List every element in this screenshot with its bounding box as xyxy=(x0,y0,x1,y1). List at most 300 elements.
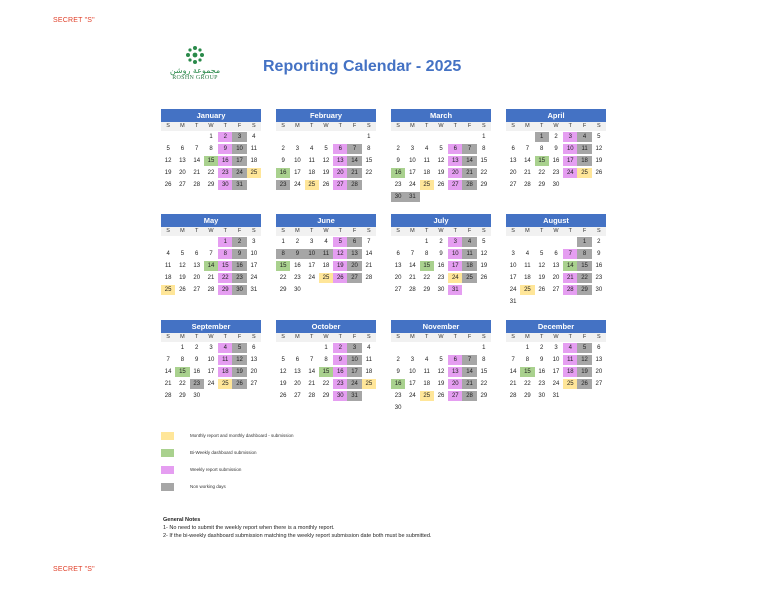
empty-cell xyxy=(448,192,462,202)
day-cell: 16 xyxy=(552,158,560,164)
day-cell: 27 xyxy=(552,287,560,293)
empty-cell xyxy=(563,180,577,190)
weekday-label: S xyxy=(506,122,520,131)
classification-label-bottom: SECRET "S" xyxy=(53,566,95,573)
day-cell: 5 xyxy=(281,357,285,363)
weekday-label: F xyxy=(347,333,361,342)
empty-cell xyxy=(563,391,577,401)
day-cell: 1 xyxy=(324,345,328,351)
empty-cell xyxy=(305,285,319,295)
day-cell: 26 xyxy=(232,379,246,389)
day-cell: 28 xyxy=(365,275,373,281)
day-cell: 10 xyxy=(294,158,301,164)
day-cell: 7 xyxy=(310,357,314,363)
day-cell: 3 xyxy=(410,146,415,152)
day-cell: 5 xyxy=(540,251,544,257)
day-cell: 9 xyxy=(540,357,544,363)
day-cell: 1 xyxy=(482,345,486,351)
day-cell: 31 xyxy=(250,287,258,293)
day-cell: 12 xyxy=(480,251,488,257)
month-march xyxy=(391,109,491,203)
day-cell: 6 xyxy=(597,345,601,351)
week-row xyxy=(161,131,261,143)
empty-cell xyxy=(462,132,476,142)
empty-cell xyxy=(462,343,476,353)
day-cell: 26 xyxy=(179,287,186,293)
month-header: May xyxy=(161,214,261,227)
legend-label: Monthly report and monthly dashboard - submission xyxy=(190,433,294,438)
empty-cell xyxy=(577,180,591,190)
day-cell: 29 xyxy=(179,393,186,399)
day-cell: 27 xyxy=(394,287,402,293)
day-cell: 19 xyxy=(480,263,488,269)
week-row xyxy=(276,236,376,248)
legend-label: Non working days xyxy=(190,484,226,489)
weekday-label: T xyxy=(535,333,549,342)
day-cell: 28 xyxy=(207,287,215,293)
day-cell: 22 xyxy=(423,275,431,281)
weekday-label: W xyxy=(319,122,333,131)
day-cell: 14 xyxy=(509,369,517,375)
day-cell: 22 xyxy=(218,273,232,283)
day-cell: 31 xyxy=(347,391,361,401)
day-cell: 24 xyxy=(347,379,361,389)
legend-label: Bi-Weekly dashboard submission xyxy=(190,450,257,455)
day-cell: 18 xyxy=(250,158,258,164)
empty-cell xyxy=(420,132,434,142)
month-header: August xyxy=(506,214,606,227)
weekday-label: M xyxy=(520,227,534,236)
day-cell: 2 xyxy=(333,343,347,353)
day-cell: 10 xyxy=(448,249,462,259)
empty-cell xyxy=(305,343,319,353)
weekday-header-row xyxy=(506,122,606,131)
day-cell: 22 xyxy=(207,170,215,176)
weekday-label: T xyxy=(563,122,577,131)
day-cell: 13 xyxy=(509,158,517,164)
empty-cell xyxy=(420,192,434,202)
day-cell: 3 xyxy=(310,239,314,245)
empty-cell xyxy=(420,403,434,413)
day-cell: 19 xyxy=(437,381,445,387)
day-cell: 14 xyxy=(524,158,531,164)
month-header: December xyxy=(506,320,606,333)
month-december xyxy=(506,320,606,402)
day-cell: 18 xyxy=(218,367,232,377)
day-cell: 16 xyxy=(333,367,347,377)
weekday-label: T xyxy=(218,227,232,236)
empty-cell xyxy=(161,343,175,353)
day-cell: 25 xyxy=(218,379,232,389)
empty-cell xyxy=(175,132,189,142)
day-cell: 13 xyxy=(333,156,347,166)
day-cell: 4 xyxy=(425,146,429,152)
empty-cell xyxy=(276,343,290,353)
weekday-label: F xyxy=(577,333,591,342)
weekday-label: S xyxy=(506,333,520,342)
empty-cell xyxy=(405,343,419,353)
day-cell: 20 xyxy=(552,275,560,281)
day-cell: 2 xyxy=(540,345,544,351)
day-cell: 13 xyxy=(394,263,402,269)
day-cell: 26 xyxy=(333,273,347,283)
month-august xyxy=(506,214,606,308)
day-cell: 28 xyxy=(462,180,476,190)
note-item: 2- If the bi-weekly dashboard submission matching the weekly report submission date both must be submitted. xyxy=(163,533,432,539)
day-cell: 6 xyxy=(252,345,256,351)
week-row xyxy=(506,155,606,167)
day-cell: 25 xyxy=(563,379,577,389)
empty-cell xyxy=(204,391,218,401)
week-row xyxy=(276,260,376,272)
day-cell: 3 xyxy=(554,345,558,351)
month-header: June xyxy=(276,214,376,227)
day-cell: 7 xyxy=(166,357,170,363)
weekday-header-row xyxy=(276,227,376,236)
empty-cell xyxy=(290,343,304,353)
weekday-label: F xyxy=(232,333,246,342)
day-cell: 22 xyxy=(179,381,186,387)
day-cell: 11 xyxy=(563,355,577,365)
day-cell: 27 xyxy=(448,180,462,190)
empty-cell xyxy=(592,297,606,307)
day-cell: 23 xyxy=(333,379,347,389)
weekday-label: W xyxy=(319,333,333,342)
day-cell: 20 xyxy=(333,168,347,178)
empty-cell xyxy=(477,403,491,413)
day-cell: 5 xyxy=(439,146,443,152)
week-row xyxy=(506,284,606,296)
day-cell: 17 xyxy=(509,275,517,281)
day-cell: 16 xyxy=(437,263,445,269)
weekday-label: S xyxy=(592,333,606,342)
month-january xyxy=(161,109,261,191)
week-row xyxy=(506,260,606,272)
day-cell: 6 xyxy=(295,357,300,363)
day-cell: 23 xyxy=(394,182,402,188)
day-cell: 11 xyxy=(423,158,430,164)
day-cell: 18 xyxy=(462,261,476,271)
week-row xyxy=(161,354,261,366)
day-cell: 27 xyxy=(448,391,462,401)
day-cell: 1 xyxy=(180,345,185,351)
day-cell: 5 xyxy=(166,146,170,152)
weekday-label: M xyxy=(405,227,419,236)
day-cell: 3 xyxy=(209,345,213,351)
week-row xyxy=(391,191,491,203)
day-cell: 22 xyxy=(279,275,287,281)
day-cell: 4 xyxy=(367,345,371,351)
day-cell: 20 xyxy=(179,170,186,176)
day-cell: 11 xyxy=(462,249,476,259)
week-row xyxy=(506,167,606,179)
empty-cell xyxy=(448,132,462,142)
day-cell: 28 xyxy=(563,285,577,295)
weekday-label: F xyxy=(232,227,246,236)
day-cell: 11 xyxy=(308,158,315,164)
day-cell: 12 xyxy=(164,158,172,164)
weekday-header-row xyxy=(161,227,261,236)
weekday-label: S xyxy=(506,227,520,236)
day-cell: 14 xyxy=(462,156,476,166)
day-cell: 28 xyxy=(409,287,416,293)
day-cell: 20 xyxy=(448,168,462,178)
week-row xyxy=(276,272,376,284)
day-cell: 9 xyxy=(597,251,601,257)
day-cell: 22 xyxy=(480,381,488,387)
day-cell: 13 xyxy=(250,357,258,363)
month-header: October xyxy=(276,320,376,333)
empty-cell xyxy=(462,285,476,295)
empty-cell xyxy=(535,237,549,247)
week-row xyxy=(276,131,376,143)
day-cell: 30 xyxy=(391,192,405,202)
day-cell: 14 xyxy=(365,251,373,257)
weekday-header-row xyxy=(506,227,606,236)
day-cell: 21 xyxy=(207,275,215,281)
day-cell: 18 xyxy=(365,369,373,375)
classification-label-top: SECRET "S" xyxy=(53,17,95,24)
day-cell: 12 xyxy=(232,355,246,365)
empty-cell xyxy=(362,285,376,295)
weekday-label: W xyxy=(549,333,563,342)
week-row xyxy=(506,179,606,191)
weekday-header-row xyxy=(276,122,376,131)
empty-cell xyxy=(520,237,534,247)
day-cell: 5 xyxy=(324,146,328,152)
month-may xyxy=(161,214,261,296)
empty-cell xyxy=(333,132,347,142)
weekday-label: M xyxy=(520,333,534,342)
day-cell: 6 xyxy=(396,251,400,257)
day-cell: 30 xyxy=(595,287,603,293)
empty-cell xyxy=(506,343,520,353)
weekday-header-row xyxy=(506,333,606,342)
day-cell: 23 xyxy=(552,170,560,176)
empty-cell xyxy=(592,180,606,190)
day-cell: 25 xyxy=(420,180,434,190)
day-cell: 25 xyxy=(520,285,534,295)
empty-cell xyxy=(448,403,462,413)
day-cell: 28 xyxy=(524,182,531,188)
day-cell: 16 xyxy=(391,379,405,389)
day-cell: 4 xyxy=(324,239,328,245)
day-cell: 8 xyxy=(540,146,544,152)
weekday-label: W xyxy=(204,333,218,342)
day-cell: 17 xyxy=(232,156,246,166)
day-cell: 4 xyxy=(218,343,232,353)
empty-cell xyxy=(549,297,563,307)
weekday-label: M xyxy=(290,333,304,342)
day-cell: 14 xyxy=(347,156,361,166)
day-cell: 17 xyxy=(250,263,258,269)
day-cell: 8 xyxy=(180,357,185,363)
weekday-label: T xyxy=(563,227,577,236)
day-cell: 19 xyxy=(577,367,591,377)
day-cell: 18 xyxy=(524,275,531,281)
day-cell: 25 xyxy=(319,273,333,283)
day-cell: 3 xyxy=(347,343,361,353)
weekday-label: F xyxy=(347,227,361,236)
day-cell: 6 xyxy=(347,237,361,247)
empty-cell xyxy=(520,132,534,142)
week-row xyxy=(276,284,376,296)
day-cell: 4 xyxy=(252,134,256,140)
day-cell: 8 xyxy=(209,146,213,152)
day-cell: 24 xyxy=(308,275,316,281)
empty-cell xyxy=(218,391,232,401)
day-cell: 10 xyxy=(509,263,517,269)
day-cell: 26 xyxy=(322,182,330,188)
weekday-label: S xyxy=(362,333,376,342)
day-cell: 15 xyxy=(480,369,488,375)
day-cell: 19 xyxy=(538,275,546,281)
weekday-label: S xyxy=(391,333,405,342)
day-cell: 10 xyxy=(207,357,215,363)
empty-cell xyxy=(477,192,491,202)
day-cell: 24 xyxy=(250,275,258,281)
empty-cell xyxy=(577,391,591,401)
day-cell: 4 xyxy=(425,357,429,363)
day-cell: 30 xyxy=(294,287,301,293)
month-july xyxy=(391,214,491,296)
day-cell: 31 xyxy=(232,180,246,190)
month-june xyxy=(276,214,376,296)
day-cell: 13 xyxy=(193,263,201,269)
empty-cell xyxy=(405,403,419,413)
day-cell: 4 xyxy=(525,251,530,257)
day-cell: 19 xyxy=(179,275,186,281)
day-cell: 20 xyxy=(294,381,301,387)
week-row xyxy=(391,272,491,284)
day-cell: 2 xyxy=(396,146,400,152)
weekday-label: T xyxy=(420,227,434,236)
day-cell: 21 xyxy=(409,275,416,281)
empty-cell xyxy=(434,403,448,413)
weekday-label: T xyxy=(190,122,204,131)
week-row xyxy=(391,248,491,260)
month-november xyxy=(391,320,491,414)
weekday-label: T xyxy=(333,333,347,342)
empty-cell xyxy=(405,132,419,142)
empty-cell xyxy=(175,237,189,247)
month-october xyxy=(276,320,376,402)
empty-cell xyxy=(247,391,261,401)
day-cell: 3 xyxy=(448,237,462,247)
day-cell: 21 xyxy=(347,168,361,178)
day-cell: 8 xyxy=(276,249,290,259)
day-cell: 13 xyxy=(552,263,560,269)
day-cell: 10 xyxy=(409,158,416,164)
day-cell: 1 xyxy=(425,239,429,245)
weekday-label: T xyxy=(420,333,434,342)
weekday-label: T xyxy=(305,122,319,131)
day-cell: 31 xyxy=(405,192,419,202)
empty-cell xyxy=(319,132,333,142)
day-cell: 30 xyxy=(232,285,246,295)
day-cell: 23 xyxy=(190,379,204,389)
empty-cell xyxy=(535,297,549,307)
day-cell: 19 xyxy=(333,261,347,271)
day-cell: 13 xyxy=(448,367,462,377)
day-cell: 4 xyxy=(310,146,314,152)
week-row xyxy=(161,366,261,378)
empty-cell xyxy=(204,237,218,247)
day-cell: 1 xyxy=(535,132,549,142)
empty-cell xyxy=(462,192,476,202)
week-row xyxy=(161,342,261,354)
weekday-label: W xyxy=(434,333,448,342)
week-row xyxy=(506,354,606,366)
day-cell: 10 xyxy=(409,369,416,375)
weekday-label: M xyxy=(405,333,419,342)
day-cell: 12 xyxy=(179,263,186,269)
legend-swatch xyxy=(161,466,174,474)
weekday-label: T xyxy=(305,227,319,236)
weekday-label: S xyxy=(161,333,175,342)
weekday-label: S xyxy=(391,122,405,131)
week-row xyxy=(506,131,606,143)
day-cell: 30 xyxy=(552,182,560,188)
empty-cell xyxy=(347,285,361,295)
week-row xyxy=(506,366,606,378)
logo-icon xyxy=(184,44,206,66)
week-row xyxy=(391,260,491,272)
weekday-label: T xyxy=(448,227,462,236)
day-cell: 8 xyxy=(482,357,486,363)
day-cell: 22 xyxy=(322,381,330,387)
day-cell: 9 xyxy=(396,158,400,164)
day-cell: 29 xyxy=(577,285,591,295)
week-row xyxy=(506,390,606,402)
day-cell: 2 xyxy=(232,237,246,247)
day-cell: 25 xyxy=(420,391,434,401)
day-cell: 1 xyxy=(281,239,285,245)
day-cell: 9 xyxy=(333,355,347,365)
weekday-label: S xyxy=(592,227,606,236)
day-cell: 10 xyxy=(305,249,319,259)
weekday-label: W xyxy=(434,122,448,131)
week-row xyxy=(276,179,376,191)
day-cell: 22 xyxy=(524,381,531,387)
day-cell: 13 xyxy=(595,357,603,363)
weekday-label: S xyxy=(362,227,376,236)
week-row xyxy=(391,143,491,155)
month-header: July xyxy=(391,214,491,227)
day-cell: 10 xyxy=(552,357,560,363)
day-cell: 6 xyxy=(448,355,462,365)
day-cell: 5 xyxy=(482,239,486,245)
day-cell: 6 xyxy=(511,146,515,152)
day-cell: 15 xyxy=(480,158,488,164)
day-cell: 11 xyxy=(365,357,372,363)
week-row xyxy=(391,131,491,143)
day-cell: 27 xyxy=(509,182,517,188)
week-row xyxy=(276,366,376,378)
logo-arabic-text: مجموعة روشن xyxy=(169,66,221,75)
day-cell: 2 xyxy=(597,239,601,245)
day-cell: 4 xyxy=(577,132,591,142)
day-cell: 14 xyxy=(193,158,201,164)
empty-cell xyxy=(506,237,520,247)
day-cell: 21 xyxy=(365,263,373,269)
weekday-label: F xyxy=(462,122,476,131)
week-row xyxy=(391,167,491,179)
weekday-label: S xyxy=(276,333,290,342)
week-row xyxy=(276,143,376,155)
empty-cell xyxy=(420,343,434,353)
day-cell: 17 xyxy=(308,263,316,269)
